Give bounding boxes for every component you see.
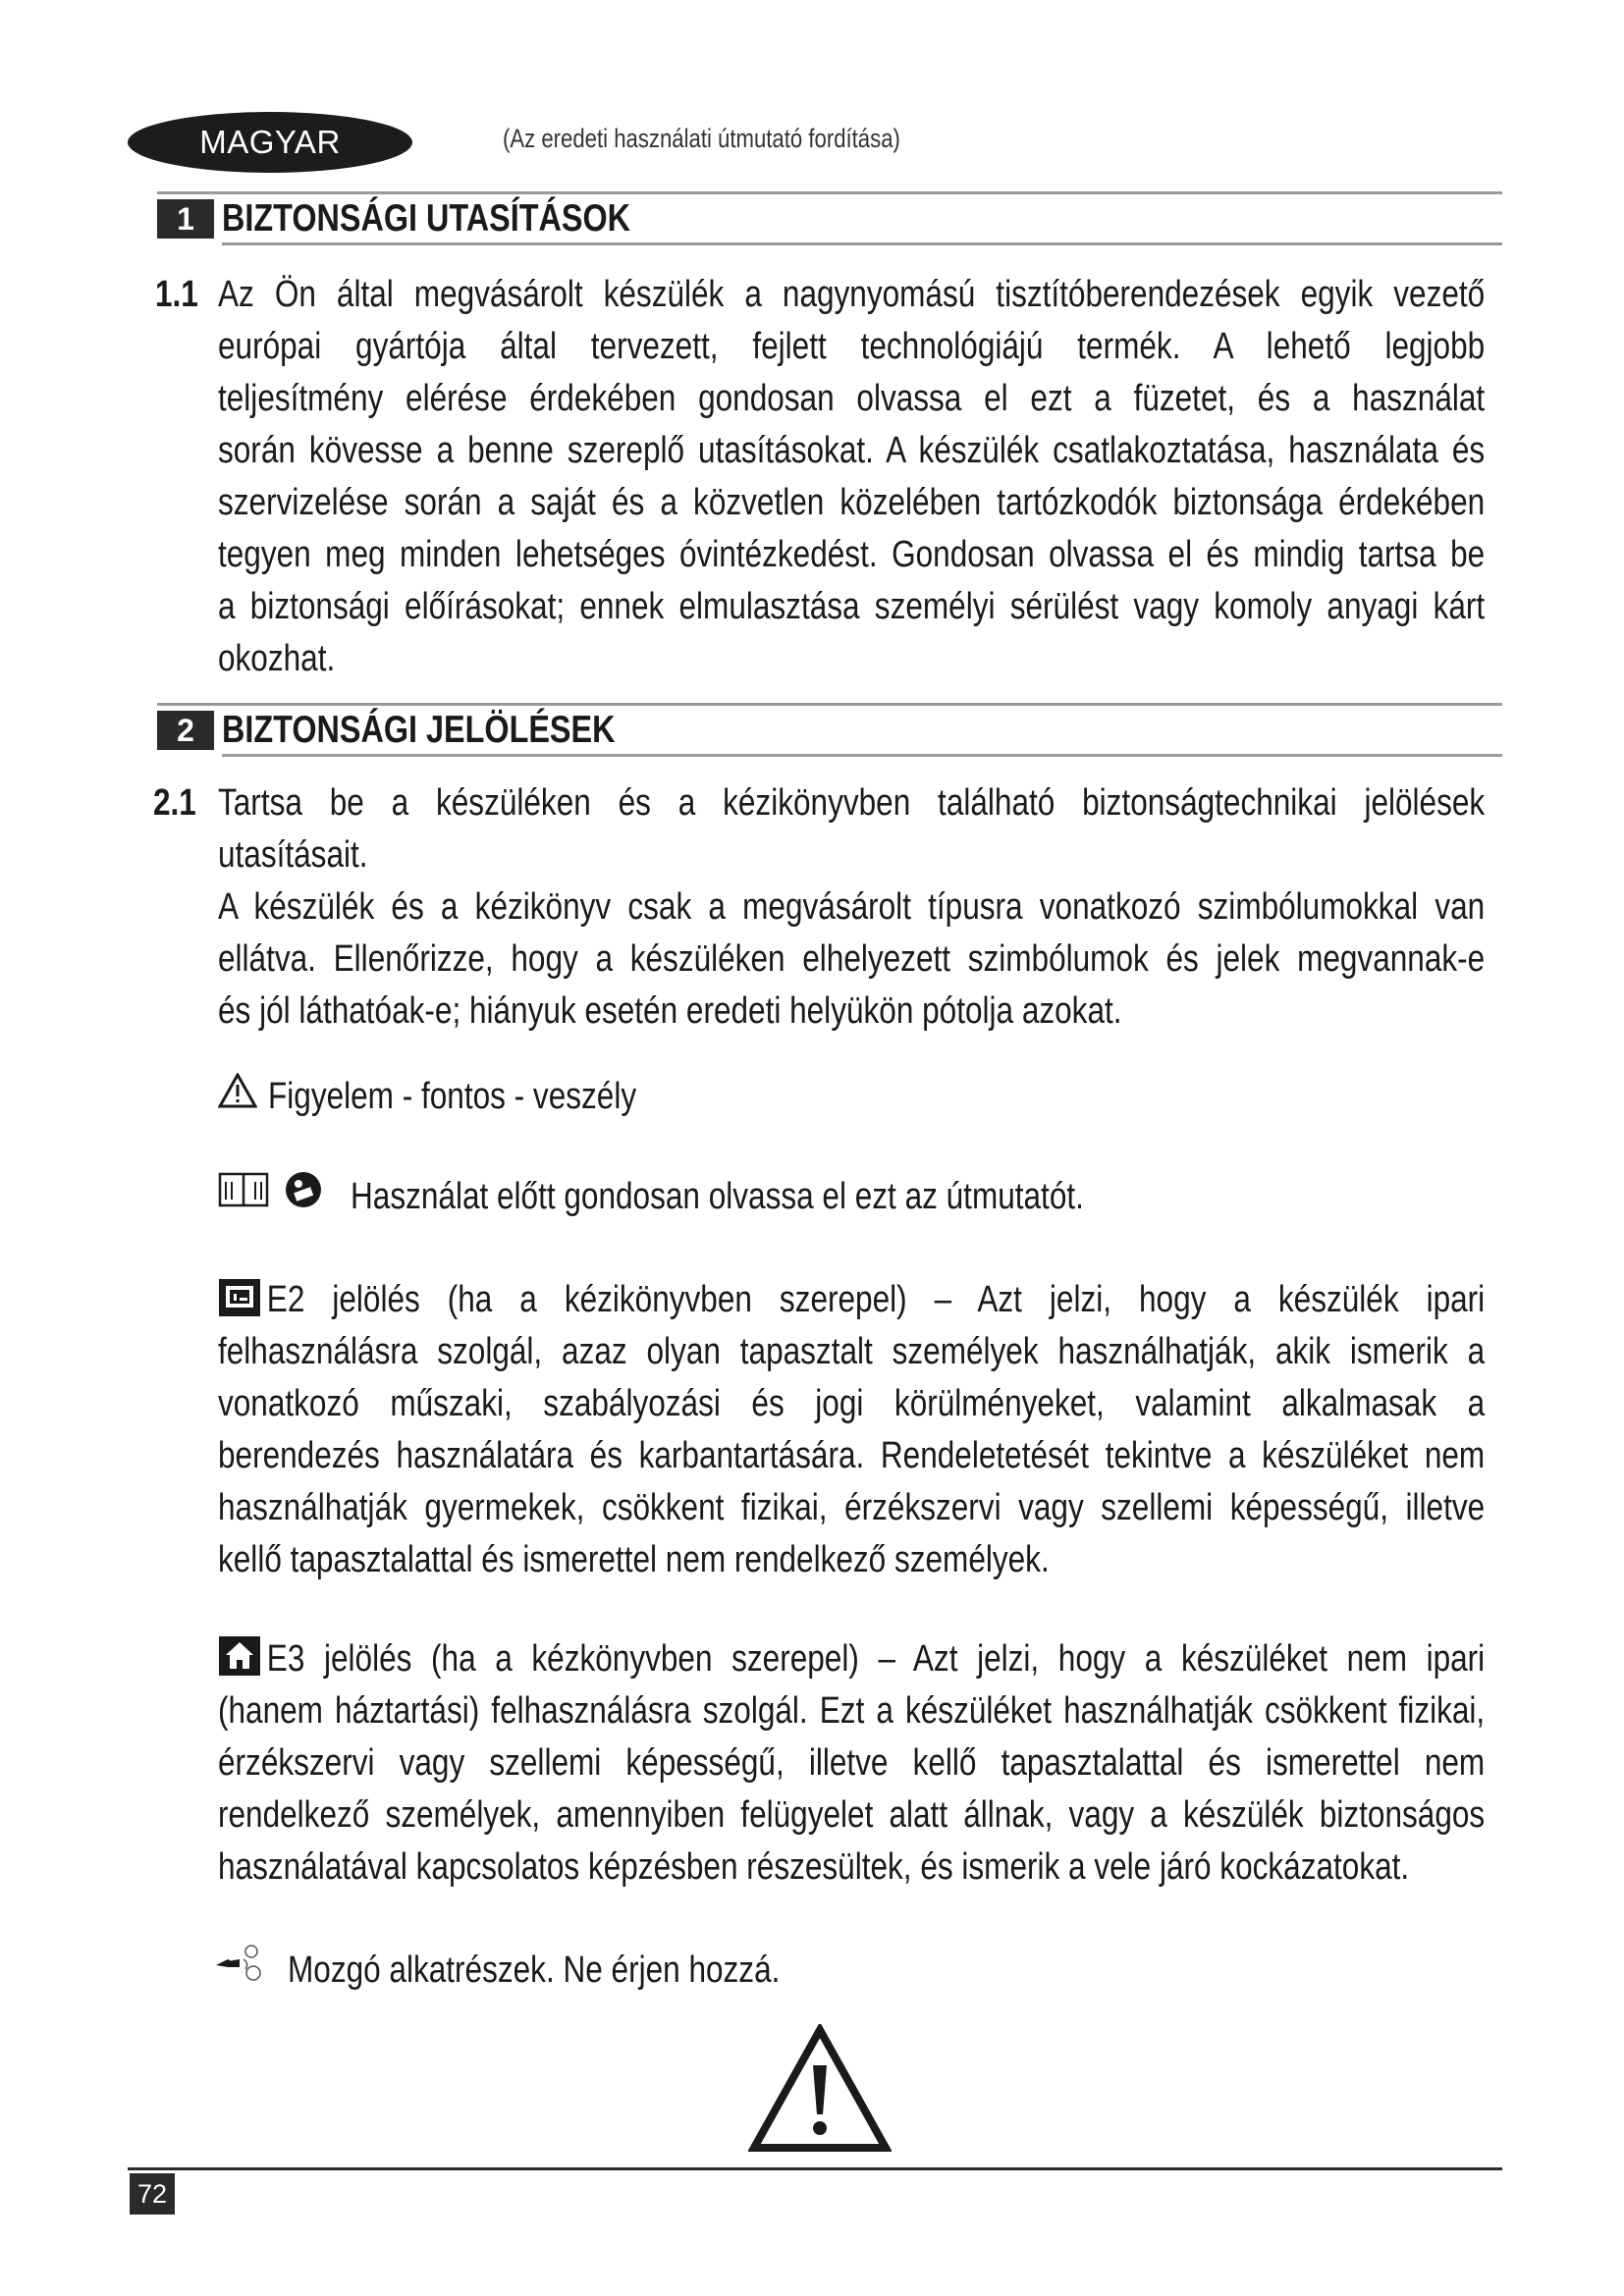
read-manual-row xyxy=(218,1170,1234,1224)
section-2-heading xyxy=(157,703,1502,762)
text-line: felhasználásra szolgál, azaz olyan tapasztalt személyek használhatják, akik ismerik a xyxy=(218,1331,1486,1372)
text-line: E3 jelölés (ha a kézkönyvben szerepel) – Azt jelzi, hogy a készüléket nem ipari xyxy=(266,1638,1486,1680)
moving-parts-row xyxy=(214,1942,881,2000)
divider xyxy=(157,191,1502,194)
text-line: okozhat. xyxy=(218,638,336,679)
page-number: 72 xyxy=(130,2173,175,2215)
text-line: során kövesse a benne szereplő utasításokat. A készülék csatlakoztatása, használata és xyxy=(218,430,1486,471)
text-line: Az Ön által megvásárolt készülék a nagynyomású tisztítóberendezések egyik vezető xyxy=(218,274,1486,315)
divider xyxy=(157,703,1502,706)
text-line: teljesítmény elérése érdekében gondosan olvassa el ezt a füzetet, és a használat xyxy=(218,378,1486,419)
text-line: (hanem háztartási) felhasználásra szolgál. Ezt a készüléket használhatják csökkent fizikai, xyxy=(218,1690,1486,1732)
language-badge: MAGYAR xyxy=(128,112,412,173)
book-icon xyxy=(218,1170,269,1224)
divider xyxy=(222,242,1502,245)
translation-note: (Az eredeti használati útmutató fordítása) xyxy=(503,124,900,153)
footer-divider xyxy=(128,2167,1502,2170)
text-line: utasításait. xyxy=(218,834,368,876)
text-line: ellátva. Ellenőrizze, hogy a készüléken elhelyezett szimbólumok és jelek megvannak-e xyxy=(218,938,1486,980)
read-manual-text: Használat előtt gondosan olvassa el ezt az útmutatót. xyxy=(351,1176,1085,1218)
moving-parts-icon xyxy=(214,1942,265,2000)
item-number: 2.1 xyxy=(153,782,196,824)
text-line: Tartsa be a készüléken és a kézikönyvben található biztonságtechnikai jelölések xyxy=(218,782,1486,824)
e3-block xyxy=(218,1633,1485,1894)
e2-block xyxy=(218,1274,1485,1586)
divider xyxy=(222,754,1502,757)
section-2-paragraph xyxy=(153,777,1486,1038)
read-instructions-icon xyxy=(284,1170,323,1224)
section-1-heading xyxy=(157,191,1502,250)
item-number: 1.1 xyxy=(155,274,198,315)
warning-triangle-icon xyxy=(218,1071,257,1123)
moving-parts-text: Mozgó alkatrészek. Ne érjen hozzá. xyxy=(287,1949,780,1991)
text-line: használhatják gyermekek, csökkent fizikai, érzékszervi vagy szellemi képességű, illetve xyxy=(218,1487,1486,1528)
text-line: szervizelése során a saját és a közvetlen közelében tartózkodók biztonsága érdekében xyxy=(218,482,1486,523)
section-1-paragraph xyxy=(155,269,1486,685)
section-number: 1 xyxy=(157,199,214,239)
section-title: BIZTONSÁGI JELÖLÉSEK xyxy=(222,709,616,751)
text-line: európai gyártója által tervezett, fejlett technológiájú termék. A lehető legjobb xyxy=(218,326,1486,367)
section-number: 2 xyxy=(157,711,214,750)
warning-text: Figyelem - fontos - veszély xyxy=(267,1076,636,1118)
text-line: használatával kapcsolatos képzésben részesültek, és ismerik a vele járó kockázatokat. xyxy=(218,1846,1410,1888)
text-line: kellő tapasztalattal és ismerettel nem rendelkező személyek. xyxy=(218,1539,1050,1580)
text-line: és jól láthatóak-e; hiányuk esetén eredeti helyükön pótolja azokat. xyxy=(218,990,1122,1032)
text-line: berendezés használatára és karbantartására. Rendeletetését tekintve a készüléket nem xyxy=(218,1435,1486,1476)
large-warning-triangle-icon xyxy=(748,2024,892,2159)
text-line: vonatkozó műszaki, szabályozási és jogi körülményeket, valamint alkalmasak a xyxy=(218,1383,1486,1424)
section-title: BIZTONSÁGI UTASÍTÁSOK xyxy=(222,197,631,240)
warning-symbol-row xyxy=(218,1070,711,1123)
text-line: A készülék és a kézikönyv csak a megvásárolt típusra vonatkozó szimbólumokkal van xyxy=(218,886,1486,928)
text-line: E2 jelölés (ha a kézikönyvben szerepel) – Azt jelzi, hogy a készülék ipari xyxy=(266,1279,1486,1320)
text-line: a biztonsági előírásokat; ennek elmulasztása személyi sérülést vagy komoly anyagi kárt xyxy=(218,586,1486,627)
text-line: tegyen meg minden lehetséges óvintézkedést. Gondosan olvassa el és mindig tartsa be xyxy=(218,534,1486,575)
text-line: rendelkező személyek, amennyiben felügyelet alatt állnak, vagy a készülék biztonságos xyxy=(218,1794,1486,1836)
text-line: érzékszervi vagy szellemi képességű, illetve kellő tapasztalattal és ismerettel nem xyxy=(218,1742,1486,1784)
